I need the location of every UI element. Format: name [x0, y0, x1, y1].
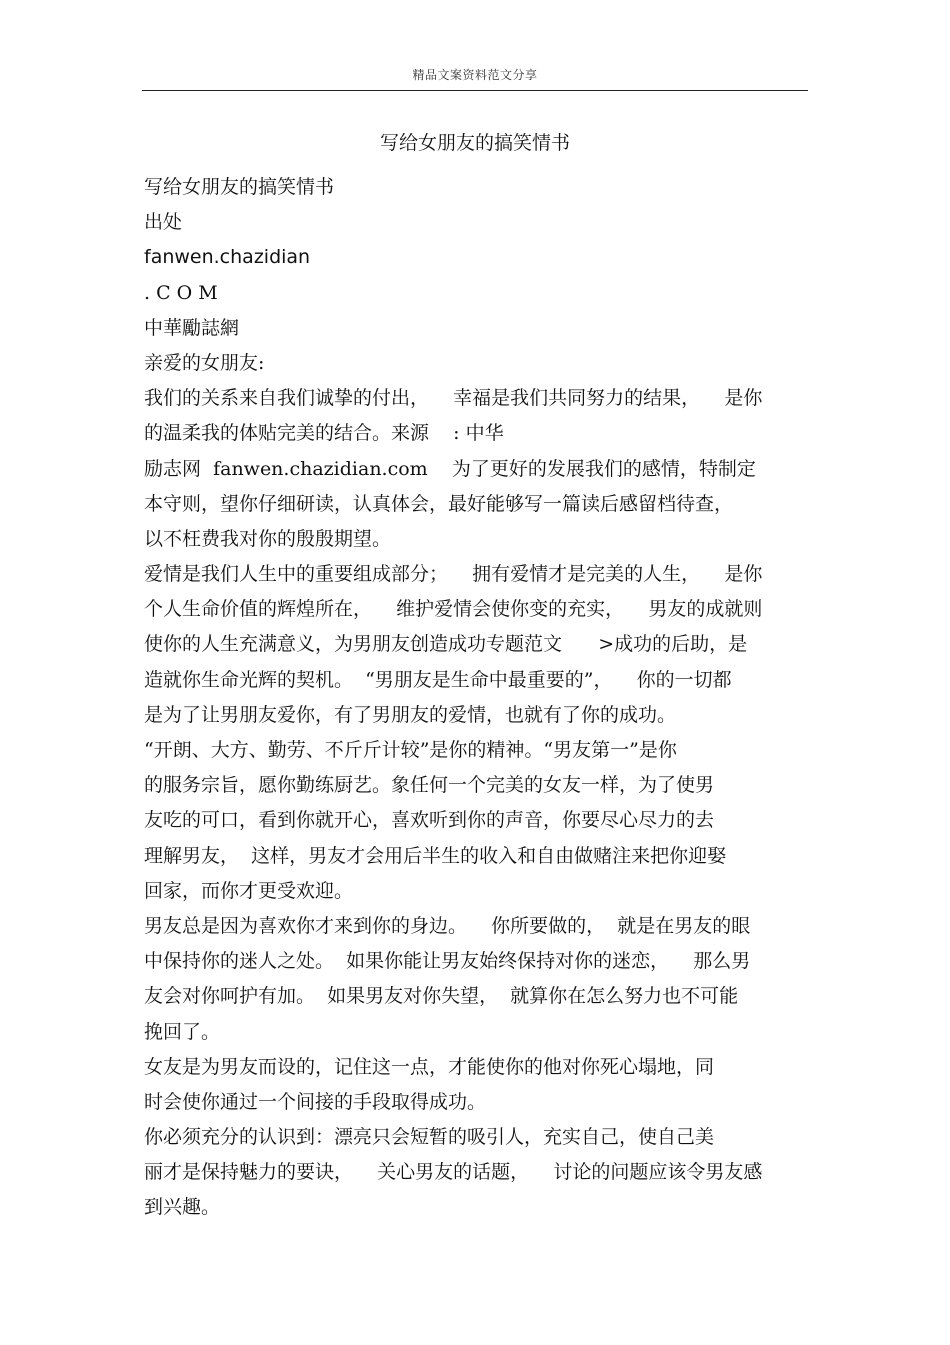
page-header: 精品文案资料范文分享	[412, 68, 538, 82]
body-line: 女友是为男友而设的，记住这一点，才能使你的他对你死心塌地，同	[144, 1055, 715, 1078]
body-line: “开朗、大方、勤劳、不斤斤计较”是你的精神。“男友第一”是你	[144, 739, 677, 761]
body-line: 出处	[144, 211, 183, 234]
body-line: 友会对你呵护有加。 如果男友对你失望， 就算你在怎么努力也不可能	[144, 985, 739, 1008]
body-line: 男友总是因为喜欢你才来到你的身边。 你所要做的， 就是在男友的眼	[144, 914, 751, 937]
body-line: 中保持你的迷人之处。 如果你能让男友始终保持对你的迷恋， 那么男	[144, 950, 751, 973]
body-line: 本守则，望你仔细研读，认真体会，最好能够写一篇读后感留档待查，	[144, 492, 734, 515]
body-line: 中華勵誌網	[144, 316, 240, 339]
body-line: 我们的关系来自我们诚挚的付出， 幸福是我们共同努力的结果， 是你	[144, 387, 763, 410]
body-line: 回家，而你才更受欢迎。	[144, 879, 354, 902]
body-line: 个人生命价值的辉煌所在， 维护爱情会使你变的充实， 男友的成就则	[144, 598, 763, 621]
header-divider	[142, 90, 808, 91]
body-line: 是为了让男朋友爱你，有了男朋友的爱情，也就有了你的成功。	[144, 703, 677, 726]
body-line: 友吃的可口，看到你就开心，喜欢听到你的声音，你要尽心尽力的去	[144, 809, 715, 832]
body-line: fanwen.chazidian	[144, 246, 311, 269]
body-line: 的服务宗旨，愿你勤练厨艺。象任何一个完美的女友一样，为了使男	[144, 774, 715, 797]
body-line: 使你的人生充满意义，为男朋友创造成功专题范文 >成功的后助，是	[144, 633, 748, 656]
body-line: 到兴趣。	[144, 1196, 221, 1219]
body-line: 理解男友， 这样，男友才会用后半生的收入和自由做赌注来把你迎娶	[144, 844, 727, 867]
body-line: 以不枉费我对你的殷殷期望。	[144, 527, 392, 550]
body-line: 造就你生命光辉的契机。 “男朋友是生命中最重要的”， 你的一切都	[144, 668, 732, 691]
body-line: . C O M	[144, 281, 218, 304]
body-line: 你必须充分的认识到：漂亮只会短暂的吸引人，充实自己，使自己美	[144, 1126, 715, 1149]
body-line: 丽才是保持魅力的要诀， 关心男友的话题， 讨论的问题应该令男友感	[144, 1161, 763, 1184]
body-line: 励志网 fanwen.chazidian.com 为了更好的发展我们的感情，特制定	[144, 457, 756, 480]
body-line: 挽回了。	[144, 1020, 221, 1043]
body-line: 爱情是我们人生中的重要组成部分； 拥有爱情才是完美的人生， 是你	[144, 563, 763, 586]
body-line: 时会使你通过一个间接的手段取得成功。	[144, 1090, 487, 1113]
body-line: 写给女朋友的搞笑情书	[144, 176, 335, 198]
body-line: 亲爱的女朋友:	[144, 351, 265, 374]
document-body	[144, 170, 808, 1226]
document-title: 写给女朋友的搞笑情书	[379, 132, 570, 154]
body-line: 的温柔我的体贴完美的结合。来源 : 中华	[144, 422, 504, 445]
